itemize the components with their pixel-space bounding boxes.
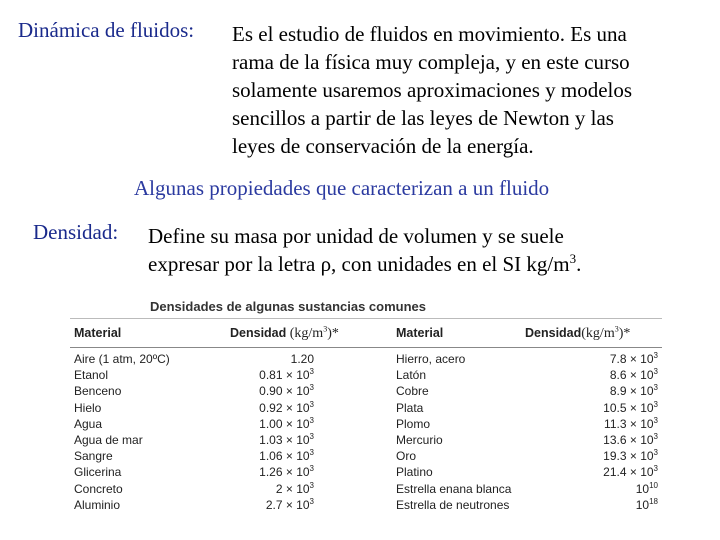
density-value: $0.90 \times 10^3$ bbox=[259, 383, 314, 399]
material-name: Benceno bbox=[74, 384, 122, 399]
header-material-left: Material bbox=[74, 326, 122, 340]
definition-line-5: leyes de conservación de la energía. bbox=[232, 134, 534, 158]
definition-line-2: rama de la física muy compleja, y en este curso bbox=[232, 50, 630, 74]
density-value: $8.6 \times 10^3$ bbox=[609, 367, 658, 383]
material-name: Estrella enana blanca bbox=[396, 481, 512, 496]
table-row bbox=[396, 448, 658, 464]
table-row bbox=[74, 400, 314, 416]
density-value: $2 \times 10^3$ bbox=[275, 480, 314, 496]
density-value: $10^{10}$ bbox=[635, 480, 658, 496]
density-value: $0.92 \times 10^3$ bbox=[259, 399, 314, 415]
material-name: Cobre bbox=[396, 384, 429, 399]
fluid-dynamics-definition bbox=[232, 20, 696, 160]
table-row bbox=[396, 416, 658, 432]
material-name: Etanol bbox=[74, 368, 109, 383]
material-name: Sangre bbox=[74, 449, 113, 464]
material-name: Oro bbox=[396, 449, 417, 464]
material-name: Latón bbox=[396, 368, 427, 383]
table-row bbox=[74, 367, 314, 383]
material-name: Estrella de neutrones bbox=[396, 497, 510, 512]
material-name: Plata bbox=[396, 400, 424, 415]
material-name: Agua bbox=[74, 416, 103, 431]
density-line-1: Define su masa por unidad de volumen y se suele bbox=[148, 224, 564, 248]
density-value: $1.26 \times 10^3$ bbox=[259, 464, 314, 480]
table-row bbox=[74, 481, 314, 497]
left-column bbox=[74, 351, 314, 513]
table-row bbox=[396, 351, 658, 367]
right-column bbox=[396, 351, 658, 513]
density-value: $10.5 \times 10^3$ bbox=[603, 399, 658, 415]
table-row bbox=[74, 383, 314, 399]
table-row bbox=[74, 432, 314, 448]
header-material-right: Material bbox=[396, 326, 444, 340]
material-name: Platino bbox=[396, 465, 433, 480]
header-density-left: Densidad $(kg/m^3)*$ bbox=[230, 324, 339, 341]
density-term: Densidad: bbox=[33, 220, 119, 244]
density-value: $1.00 \times 10^3$ bbox=[259, 415, 314, 431]
material-name: Aire (1 atm, 20ºC) bbox=[74, 352, 170, 366]
table-row bbox=[74, 464, 314, 480]
density-value: $8.9 \times 10^3$ bbox=[609, 383, 658, 399]
density-value: $7.8 \times 10^3$ bbox=[609, 351, 658, 366]
density-value: $1.06 \times 10^3$ bbox=[259, 448, 314, 464]
table-row bbox=[396, 464, 658, 480]
density-value: $13.6 \times 10^3$ bbox=[603, 431, 658, 447]
table-row bbox=[74, 416, 314, 432]
density-value: $1.03 \times 10^3$ bbox=[259, 431, 314, 447]
properties-subheading: Algunas propiedades que caracterizan a un fluido bbox=[134, 176, 550, 200]
table-row bbox=[396, 367, 658, 383]
table-row bbox=[396, 383, 658, 399]
table-title: Densidades de algunas sustancias comunes bbox=[150, 299, 426, 314]
table-row bbox=[74, 497, 314, 513]
density-value: $19.3 \times 10^3$ bbox=[603, 448, 658, 464]
table-row bbox=[396, 497, 658, 513]
definition-line-1: Es el estudio de fluidos en movimiento. Es una bbox=[232, 22, 627, 46]
material-name: Mercurio bbox=[396, 432, 443, 447]
material-name: Aluminio bbox=[74, 497, 121, 512]
table-top-rule bbox=[70, 318, 662, 319]
table-row bbox=[74, 448, 314, 464]
material-name: Hielo bbox=[74, 400, 102, 415]
header-density-right: $Densidad(kg/m^3)*$ bbox=[525, 324, 631, 341]
density-value: 1.20 bbox=[290, 352, 314, 366]
density-value: $10^{18}$ bbox=[635, 496, 658, 512]
table-row bbox=[74, 351, 314, 367]
material-name: Hierro, acero bbox=[396, 352, 466, 366]
density-table bbox=[70, 289, 662, 534]
fluid-dynamics-term: Dinámica de fluidos: bbox=[18, 18, 195, 42]
definition-line-3: solamente usaremos aproximaciones y modelos bbox=[232, 78, 633, 102]
density-value: $11.3 \times 10^3$ bbox=[604, 415, 658, 431]
density-value: $21.4 \times 10^3$ bbox=[603, 464, 658, 480]
table-row bbox=[396, 481, 658, 497]
material-name: Agua de mar bbox=[74, 432, 143, 447]
material-name: Concreto bbox=[74, 481, 123, 496]
density-value: $0.81 \times 10^3$ bbox=[259, 367, 314, 383]
table-row bbox=[396, 400, 658, 416]
material-name: Plomo bbox=[396, 416, 431, 431]
density-line-2: expresar por la letra ρ, con unidades en el SI $kg/m^3$. bbox=[148, 251, 582, 276]
table-row bbox=[396, 432, 658, 448]
material-name: Glicerina bbox=[74, 465, 122, 480]
density-value: $2.7 \times 10^3$ bbox=[265, 496, 314, 512]
density-definition bbox=[148, 222, 700, 278]
definition-line-4: sencillos a partir de las leyes de Newton y las bbox=[232, 106, 614, 130]
table-header-rule bbox=[70, 347, 662, 348]
